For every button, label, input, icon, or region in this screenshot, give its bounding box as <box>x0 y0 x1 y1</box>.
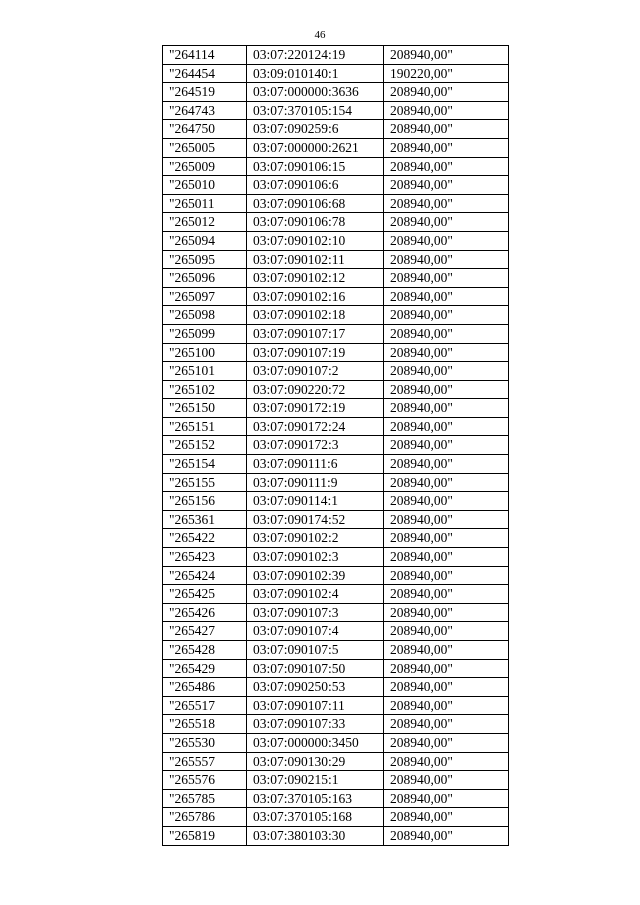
cadastral-number-cell: 03:07:000000:3450 <box>247 733 384 752</box>
amount-cell: 208940,00" <box>384 343 509 362</box>
table-row <box>163 696 509 715</box>
table-row <box>163 343 509 362</box>
cadastral-number-cell: 03:07:090107:11 <box>247 696 384 715</box>
record-number-cell: "264750 <box>163 120 247 139</box>
table-row <box>163 585 509 604</box>
record-number-cell: "265150 <box>163 399 247 418</box>
table-row <box>163 473 509 492</box>
table-row <box>163 826 509 845</box>
registry-table <box>162 45 509 846</box>
cadastral-number-cell: 03:07:090111:6 <box>247 455 384 474</box>
amount-cell: 208940,00" <box>384 585 509 604</box>
cadastral-number-cell: 03:07:090130:29 <box>247 752 384 771</box>
record-number-cell: "265426 <box>163 603 247 622</box>
table-row <box>163 436 509 455</box>
amount-cell: 208940,00" <box>384 194 509 213</box>
record-number-cell: "264454 <box>163 64 247 83</box>
table-row <box>163 213 509 232</box>
cadastral-number-cell: 03:07:090107:5 <box>247 641 384 660</box>
amount-cell: 208940,00" <box>384 120 509 139</box>
table-row <box>163 548 509 567</box>
cadastral-number-cell: 03:07:090259:6 <box>247 120 384 139</box>
table-row <box>163 362 509 381</box>
cadastral-number-cell: 03:07:090172:24 <box>247 417 384 436</box>
table-row <box>163 306 509 325</box>
cadastral-number-cell: 03:07:090220:72 <box>247 380 384 399</box>
amount-cell: 208940,00" <box>384 548 509 567</box>
record-number-cell: "264114 <box>163 46 247 65</box>
cadastral-number-cell: 03:07:090114:1 <box>247 492 384 511</box>
record-number-cell: "265011 <box>163 194 247 213</box>
table-row <box>163 492 509 511</box>
record-number-cell: "265429 <box>163 659 247 678</box>
amount-cell: 208940,00" <box>384 622 509 641</box>
table-row <box>163 808 509 827</box>
amount-cell: 208940,00" <box>384 808 509 827</box>
cadastral-number-cell: 03:07:000000:3636 <box>247 83 384 102</box>
record-number-cell: "265154 <box>163 455 247 474</box>
amount-cell: 208940,00" <box>384 138 509 157</box>
record-number-cell: "265010 <box>163 176 247 195</box>
cadastral-number-cell: 03:07:090250:53 <box>247 678 384 697</box>
record-number-cell: "264519 <box>163 83 247 102</box>
cadastral-number-cell: 03:07:090102:4 <box>247 585 384 604</box>
table-row <box>163 176 509 195</box>
table-row <box>163 603 509 622</box>
cadastral-number-cell: 03:07:090107:33 <box>247 715 384 734</box>
record-number-cell: "265005 <box>163 138 247 157</box>
record-number-cell: "265095 <box>163 250 247 269</box>
record-number-cell: "265486 <box>163 678 247 697</box>
table-row <box>163 194 509 213</box>
record-number-cell: "265361 <box>163 510 247 529</box>
table-row <box>163 789 509 808</box>
amount-cell: 208940,00" <box>384 529 509 548</box>
amount-cell: 208940,00" <box>384 455 509 474</box>
amount-cell: 208940,00" <box>384 715 509 734</box>
amount-cell: 208940,00" <box>384 324 509 343</box>
table-row <box>163 138 509 157</box>
table-row <box>163 120 509 139</box>
table-row <box>163 269 509 288</box>
cadastral-number-cell: 03:07:090106:78 <box>247 213 384 232</box>
table-row <box>163 399 509 418</box>
cadastral-number-cell: 03:07:090172:3 <box>247 436 384 455</box>
cadastral-number-cell: 03:07:090102:16 <box>247 287 384 306</box>
amount-cell: 208940,00" <box>384 696 509 715</box>
record-number-cell: "265424 <box>163 566 247 585</box>
amount-cell: 208940,00" <box>384 678 509 697</box>
table-row <box>163 250 509 269</box>
record-number-cell: "265101 <box>163 362 247 381</box>
amount-cell: 208940,00" <box>384 101 509 120</box>
record-number-cell: "264743 <box>163 101 247 120</box>
amount-cell: 208940,00" <box>384 46 509 65</box>
record-number-cell: "265156 <box>163 492 247 511</box>
cadastral-number-cell: 03:07:090102:2 <box>247 529 384 548</box>
cadastral-number-cell: 03:07:090106:68 <box>247 194 384 213</box>
amount-cell: 208940,00" <box>384 157 509 176</box>
record-number-cell: "265097 <box>163 287 247 306</box>
table-row <box>163 101 509 120</box>
amount-cell: 208940,00" <box>384 771 509 790</box>
amount-cell: 208940,00" <box>384 306 509 325</box>
record-number-cell: "265098 <box>163 306 247 325</box>
table-row <box>163 417 509 436</box>
amount-cell: 208940,00" <box>384 826 509 845</box>
record-number-cell: "265422 <box>163 529 247 548</box>
table-row <box>163 510 509 529</box>
table-row <box>163 733 509 752</box>
record-number-cell: "265151 <box>163 417 247 436</box>
amount-cell: 208940,00" <box>384 641 509 660</box>
cadastral-number-cell: 03:07:090107:50 <box>247 659 384 678</box>
amount-cell: 208940,00" <box>384 436 509 455</box>
cadastral-number-cell: 03:07:090106:6 <box>247 176 384 195</box>
record-number-cell: "265819 <box>163 826 247 845</box>
record-number-cell: "265423 <box>163 548 247 567</box>
record-number-cell: "265576 <box>163 771 247 790</box>
cadastral-number-cell: 03:07:090102:18 <box>247 306 384 325</box>
cadastral-number-cell: 03:07:090174:52 <box>247 510 384 529</box>
record-number-cell: "265425 <box>163 585 247 604</box>
cadastral-number-cell: 03:07:090107:19 <box>247 343 384 362</box>
amount-cell: 190220,00" <box>384 64 509 83</box>
cadastral-number-cell: 03:07:090172:19 <box>247 399 384 418</box>
record-number-cell: "265517 <box>163 696 247 715</box>
amount-cell: 208940,00" <box>384 733 509 752</box>
amount-cell: 208940,00" <box>384 399 509 418</box>
table-row <box>163 64 509 83</box>
cadastral-number-cell: 03:07:090102:11 <box>247 250 384 269</box>
table-row <box>163 641 509 660</box>
record-number-cell: "265102 <box>163 380 247 399</box>
record-number-cell: "265530 <box>163 733 247 752</box>
cadastral-number-cell: 03:07:090107:2 <box>247 362 384 381</box>
cadastral-number-cell: 03:07:090102:12 <box>247 269 384 288</box>
amount-cell: 208940,00" <box>384 213 509 232</box>
amount-cell: 208940,00" <box>384 250 509 269</box>
amount-cell: 208940,00" <box>384 603 509 622</box>
table-row <box>163 231 509 250</box>
amount-cell: 208940,00" <box>384 176 509 195</box>
cadastral-number-cell: 03:07:370105:163 <box>247 789 384 808</box>
cadastral-number-cell: 03:07:090102:10 <box>247 231 384 250</box>
table-row <box>163 529 509 548</box>
table-row <box>163 771 509 790</box>
cadastral-number-cell: 03:07:090107:4 <box>247 622 384 641</box>
cadastral-number-cell: 03:07:090215:1 <box>247 771 384 790</box>
amount-cell: 208940,00" <box>384 492 509 511</box>
amount-cell: 208940,00" <box>384 510 509 529</box>
amount-cell: 208940,00" <box>384 287 509 306</box>
cadastral-number-cell: 03:07:370105:168 <box>247 808 384 827</box>
table-body <box>163 46 509 846</box>
record-number-cell: "265096 <box>163 269 247 288</box>
amount-cell: 208940,00" <box>384 473 509 492</box>
amount-cell: 208940,00" <box>384 752 509 771</box>
table-row <box>163 659 509 678</box>
record-number-cell: "265557 <box>163 752 247 771</box>
cadastral-number-cell: 03:07:090111:9 <box>247 473 384 492</box>
amount-cell: 208940,00" <box>384 231 509 250</box>
record-number-cell: "265012 <box>163 213 247 232</box>
amount-cell: 208940,00" <box>384 789 509 808</box>
amount-cell: 208940,00" <box>384 362 509 381</box>
table-row <box>163 380 509 399</box>
table-row <box>163 287 509 306</box>
record-number-cell: "265094 <box>163 231 247 250</box>
cadastral-number-cell: 03:07:220124:19 <box>247 46 384 65</box>
amount-cell: 208940,00" <box>384 417 509 436</box>
record-number-cell: "265155 <box>163 473 247 492</box>
table-row <box>163 622 509 641</box>
cadastral-number-cell: 03:07:090107:17 <box>247 324 384 343</box>
record-number-cell: "265100 <box>163 343 247 362</box>
cadastral-number-cell: 03:07:090107:3 <box>247 603 384 622</box>
amount-cell: 208940,00" <box>384 659 509 678</box>
page-number: 46 <box>314 29 326 41</box>
table-row <box>163 678 509 697</box>
record-number-cell: "265099 <box>163 324 247 343</box>
table-row <box>163 715 509 734</box>
record-number-cell: "265786 <box>163 808 247 827</box>
record-number-cell: "265009 <box>163 157 247 176</box>
table-row <box>163 566 509 585</box>
record-number-cell: "265518 <box>163 715 247 734</box>
table-row <box>163 455 509 474</box>
cadastral-number-cell: 03:07:090102:3 <box>247 548 384 567</box>
amount-cell: 208940,00" <box>384 566 509 585</box>
table-row <box>163 752 509 771</box>
amount-cell: 208940,00" <box>384 380 509 399</box>
record-number-cell: "265152 <box>163 436 247 455</box>
cadastral-number-cell: 03:09:010140:1 <box>247 64 384 83</box>
amount-cell: 208940,00" <box>384 83 509 102</box>
record-number-cell: "265427 <box>163 622 247 641</box>
table-row <box>163 157 509 176</box>
table-row <box>163 46 509 65</box>
cadastral-number-cell: 03:07:000000:2621 <box>247 138 384 157</box>
cadastral-number-cell: 03:07:380103:30 <box>247 826 384 845</box>
cadastral-number-cell: 03:07:090106:15 <box>247 157 384 176</box>
table-row <box>163 83 509 102</box>
cadastral-number-cell: 03:07:370105:154 <box>247 101 384 120</box>
record-number-cell: "265785 <box>163 789 247 808</box>
cadastral-number-cell: 03:07:090102:39 <box>247 566 384 585</box>
record-number-cell: "265428 <box>163 641 247 660</box>
amount-cell: 208940,00" <box>384 269 509 288</box>
table-row <box>163 324 509 343</box>
